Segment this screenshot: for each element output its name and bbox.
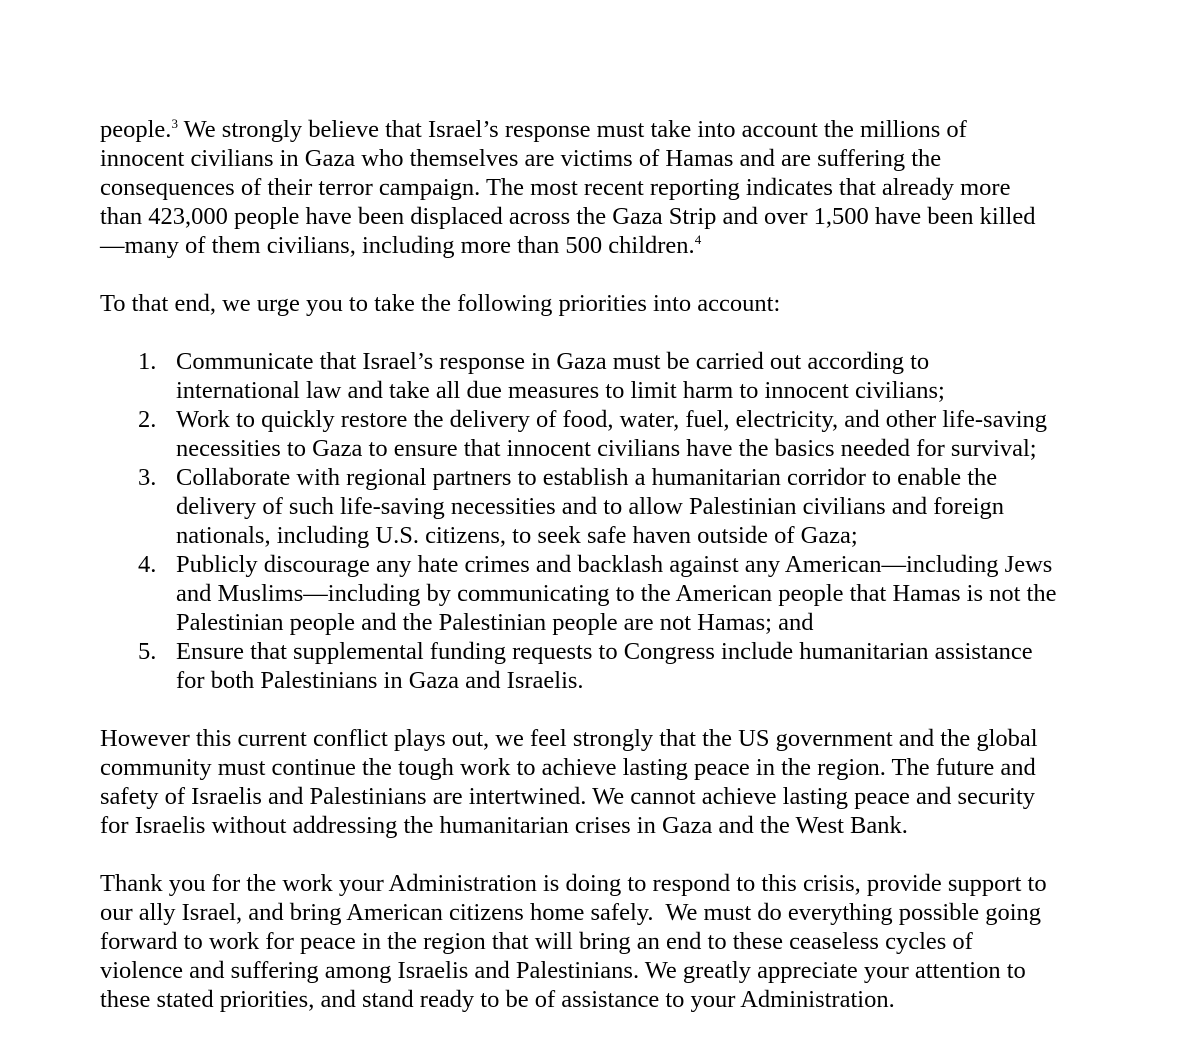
paragraph-line: people.$^3$ We strongly believe that Israel’s response must take into account the millions of	[100, 116, 967, 143]
list-item	[100, 550, 1100, 637]
list-line: and Muslims—including by communicating to the American people that Hamas is not the	[176, 580, 1057, 607]
paragraph-line: safety of Israelis and Palestinians are intertwined. We cannot achieve lasting peace and security	[100, 783, 1036, 810]
priorities-intro: To that end, we urge you to take the following priorities into account:	[100, 290, 781, 317]
paragraph-line: than 423,000 people have been displaced across the Gaza Strip and over 1,500 have been killed	[100, 203, 1036, 230]
list-item	[100, 405, 1100, 463]
paragraph-line: consequences of their terror campaign. The most recent reporting indicates that already more	[100, 174, 1011, 201]
priorities-list	[100, 347, 1100, 695]
list-line: delivery of such life-saving necessities and to allow Palestinian civilians and foreign	[176, 493, 1005, 520]
list-item	[100, 637, 1100, 695]
paragraph-line: forward to work for peace in the region that will bring an end to these ceaseless cycles of	[100, 928, 973, 955]
footnote-ref: 4	[694, 232, 702, 247]
list-line: Work to quickly restore the delivery of food, water, fuel, electricity, and other life-saving	[176, 406, 1048, 433]
paragraph-line: innocent civilians in Gaza who themselves are victims of Hamas and are suffering the	[100, 145, 942, 172]
paragraph-line: our ally Israel, and bring American citizens home safely. We must do everything possible going	[100, 899, 1042, 926]
letter-page	[100, 115, 1100, 1043]
list-line: for both Palestinians in Gaza and Israelis.	[176, 667, 584, 694]
paragraph-line: violence and suffering among Israelis and Palestinians. We greatly appreciate your attention to	[100, 957, 1026, 984]
peace-paragraph	[100, 724, 1100, 840]
paragraph-line: Thank you for the work your Administration is doing to respond to this crisis, provide support to	[100, 870, 1047, 897]
paragraph-line: —many of them civilians, including more than 500 children.$^4$	[100, 232, 702, 259]
list-line: nationals, including U.S. citizens, to seek safe haven outside of Gaza;	[176, 522, 858, 549]
footnote-ref: 3	[171, 116, 178, 131]
list-line: Communicate that Israel’s response in Gaza must be carried out according to	[176, 348, 930, 375]
list-line: Palestinian people and the Palestinian people are not Hamas; and	[176, 609, 814, 636]
list-number: 5.	[138, 638, 157, 665]
list-number: 4.	[138, 551, 157, 578]
paragraph-line: However this current conflict plays out, we feel strongly that the US government and the global	[100, 725, 1038, 752]
list-line: Ensure that supplemental funding requests to Congress include humanitarian assistance	[176, 638, 1033, 665]
list-number: 2.	[138, 406, 157, 433]
intro-paragraph	[100, 115, 1100, 260]
list-number: 1.	[138, 348, 157, 375]
list-item	[100, 463, 1100, 550]
list-line: Collaborate with regional partners to establish a humanitarian corridor to enable the	[176, 464, 998, 491]
closing-paragraph	[100, 869, 1100, 1014]
list-number: 3.	[138, 464, 157, 491]
list-line: necessities to Gaza to ensure that innocent civilians have the basics needed for survival;	[176, 435, 1037, 462]
list-item	[100, 347, 1100, 405]
list-line: international law and take all due measures to limit harm to innocent civilians;	[176, 377, 945, 404]
list-line: Publicly discourage any hate crimes and backlash against any American—including Jews	[176, 551, 1053, 578]
paragraph-line: community must continue the tough work to achieve lasting peace in the region. The future and	[100, 754, 1036, 781]
paragraph-line: for Israelis without addressing the humanitarian crises in Gaza and the West Bank.	[100, 812, 908, 839]
paragraph-line: these stated priorities, and stand ready to be of assistance to your Administration.	[100, 986, 895, 1013]
